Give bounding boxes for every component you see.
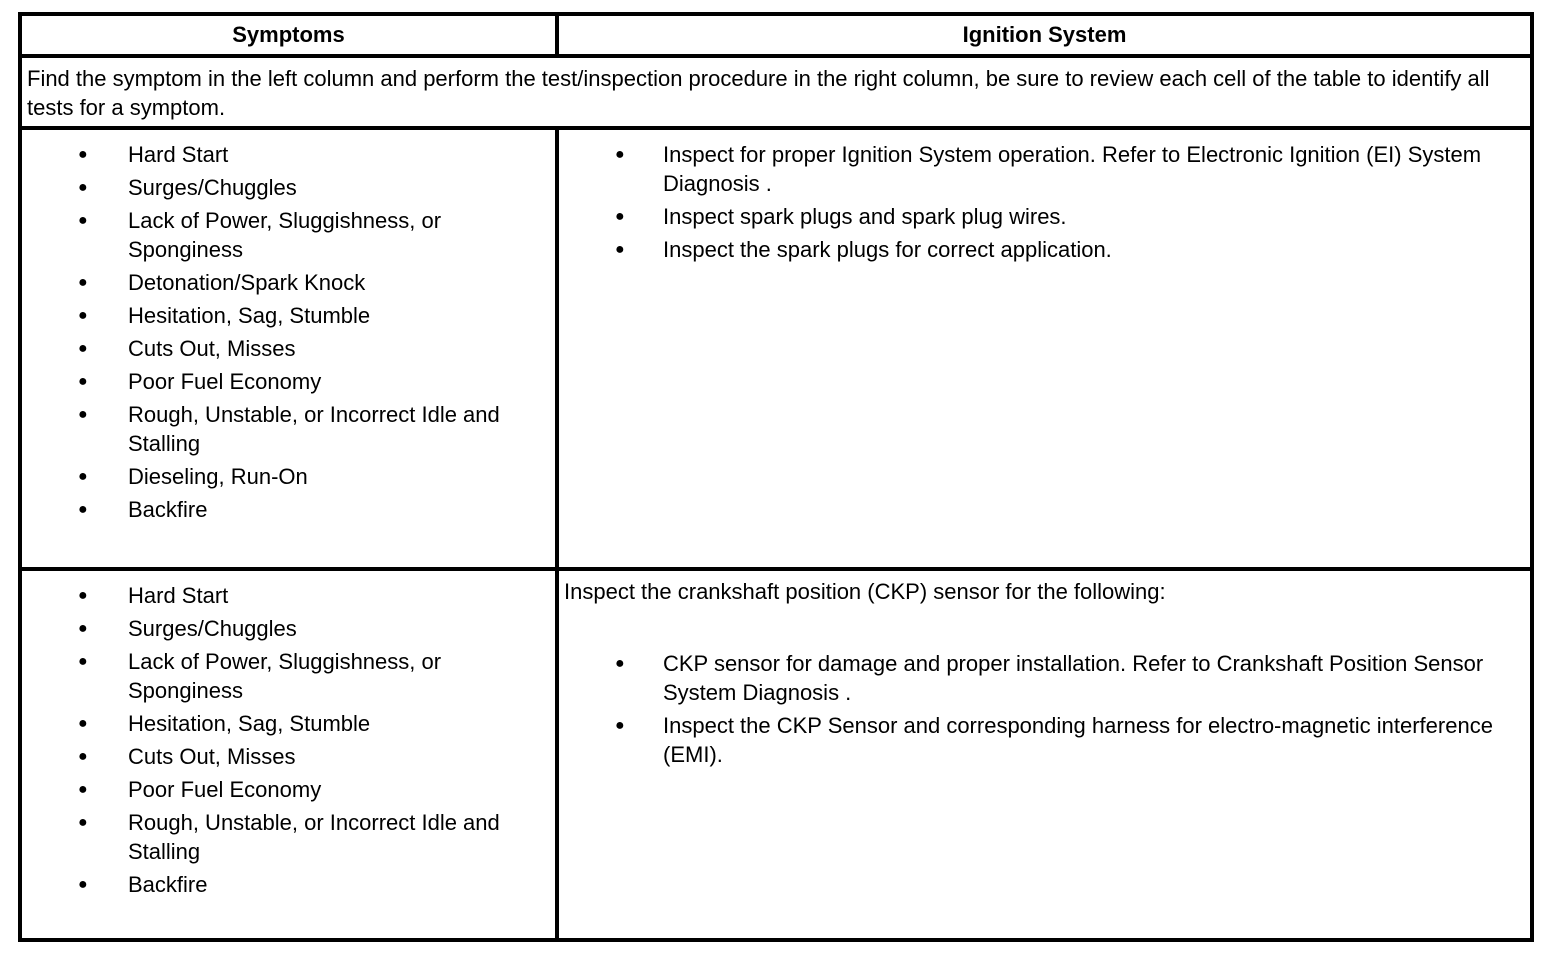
bullet-icon: ●: [78, 212, 88, 229]
list-item: [22, 808, 559, 866]
list-item: [559, 649, 1530, 707]
list-item: [22, 709, 559, 738]
table-row: [22, 571, 1530, 942]
list-item: [22, 301, 559, 330]
bullet-icon: ●: [615, 241, 625, 258]
symptom-text: Surges/Chuggles: [128, 616, 297, 641]
bullet-icon: ●: [615, 208, 625, 225]
test-text: CKP sensor for damage and proper installation. Refer to Crankshaft Position Sensor System Diagnosis .: [663, 651, 1484, 705]
list-item: [22, 334, 559, 363]
test-text: Inspect for proper Ignition System operation. Refer to Electronic Ignition (EI) System Diagnosis .: [663, 142, 1482, 196]
diagnosis-table: [18, 12, 1534, 942]
intro-text: Find the symptom in the left column and perform the test/inspection procedure in the right column, be sure to review each cell of the table to identify all tests for a symptom.: [27, 66, 1490, 120]
test-text: Inspect spark plugs and spark plug wires.: [663, 204, 1067, 229]
header-symptoms: Symptoms: [22, 16, 559, 54]
symptom-text: Hesitation, Sag, Stumble: [128, 711, 371, 736]
bullet-icon: ●: [615, 655, 625, 672]
bullet-icon: ●: [78, 587, 88, 604]
list-item: [22, 206, 559, 264]
bullet-icon: ●: [78, 781, 88, 798]
bullet-icon: ●: [78, 876, 88, 893]
bullet-icon: ●: [78, 307, 88, 324]
symptom-text: Detonation/Spark Knock: [128, 270, 366, 295]
symptom-text: Poor Fuel Economy: [128, 369, 322, 394]
symptoms-cell: [22, 571, 559, 942]
table-header-row: [22, 16, 1530, 58]
test-list: [559, 649, 1530, 773]
ckp-intro-text: Inspect the crankshaft position (CKP) sensor for the following:: [564, 579, 1166, 604]
symptom-text: Surges/Chuggles: [128, 175, 297, 200]
bullet-icon: ●: [78, 179, 88, 196]
bullet-icon: ●: [78, 468, 88, 485]
list-item: [22, 495, 559, 524]
list-item: [559, 202, 1530, 231]
list-item: [22, 268, 559, 297]
list-item: [559, 711, 1530, 769]
symptom-text: Rough, Unstable, or Incorrect Idle and Stalling: [128, 402, 500, 456]
symptom-text: Backfire: [128, 872, 208, 897]
bullet-icon: ●: [78, 653, 88, 670]
list-item: [22, 462, 559, 491]
list-item: [559, 235, 1530, 264]
bullet-icon: ●: [78, 715, 88, 732]
symptom-text: Hard Start: [128, 583, 229, 608]
bullet-icon: ●: [78, 814, 88, 831]
list-item: [22, 742, 559, 771]
bullet-icon: ●: [78, 620, 88, 637]
list-item: [22, 367, 559, 396]
table-row: [22, 130, 1530, 571]
symptom-list: [22, 140, 559, 528]
symptom-text: Dieseling, Run-On: [128, 464, 308, 489]
list-item: [22, 775, 559, 804]
symptom-text: Backfire: [128, 497, 208, 522]
test-list: [559, 140, 1530, 268]
symptom-text: Rough, Unstable, or Incorrect Idle and Stalling: [128, 810, 500, 864]
list-item: [22, 647, 559, 705]
header-ignition-system: Ignition System: [962, 22, 1127, 47]
symptoms-cell: [22, 130, 559, 567]
bullet-icon: ●: [78, 146, 88, 163]
list-item: [22, 400, 559, 458]
bullet-icon: ●: [78, 501, 88, 518]
list-item: [22, 870, 559, 899]
bullet-icon: ●: [78, 274, 88, 291]
bullet-icon: ●: [615, 146, 625, 163]
bullet-icon: ●: [78, 748, 88, 765]
list-item: [22, 173, 559, 202]
symptom-text: Hesitation, Sag, Stumble: [128, 303, 371, 328]
symptom-text: Lack of Power, Sluggishness, or Sponginess: [128, 649, 442, 703]
list-item: [22, 140, 559, 169]
test-text: Inspect the CKP Sensor and corresponding harness for electro-magnetic interference (EMI).: [663, 713, 1493, 767]
list-item: [22, 581, 559, 610]
bullet-icon: ●: [78, 340, 88, 357]
symptom-text: Cuts Out, Misses: [128, 336, 296, 361]
table-intro-row: [22, 58, 1530, 130]
symptom-text: Lack of Power, Sluggishness, or Sponginess: [128, 208, 442, 262]
bullet-icon: ●: [78, 373, 88, 390]
test-text: Inspect the spark plugs for correct application.: [663, 237, 1112, 262]
list-item: [22, 614, 559, 643]
symptom-list: [22, 581, 559, 903]
tests-cell: [559, 571, 1530, 942]
bullet-icon: ●: [78, 406, 88, 423]
list-item: [559, 140, 1530, 198]
symptom-text: Cuts Out, Misses: [128, 744, 296, 769]
symptom-text: Poor Fuel Economy: [128, 777, 322, 802]
tests-cell: [559, 130, 1530, 567]
symptom-text: Hard Start: [128, 142, 229, 167]
bullet-icon: ●: [615, 717, 625, 734]
